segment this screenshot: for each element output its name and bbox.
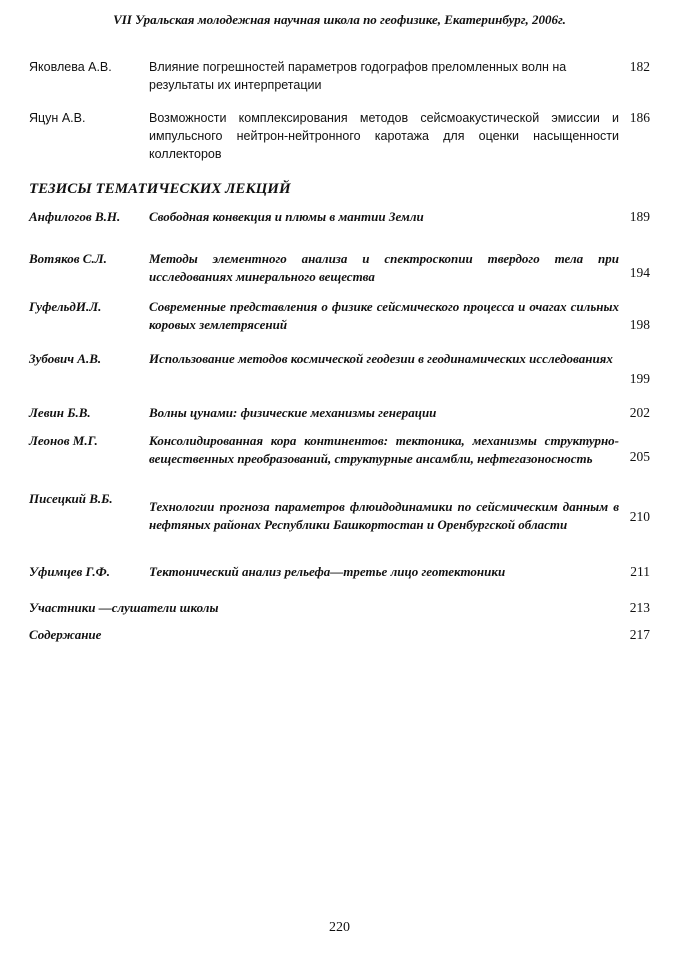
toc-author: Вотяков С.Л. [29, 251, 107, 266]
section-heading: ТЕЗИСЫ ТЕМАТИЧЕСКИХ ЛЕКЦИЙ [29, 181, 291, 197]
toc-page-number: 210 [629, 509, 650, 524]
toc-author: Левин Б.В. [29, 405, 91, 420]
toc-label: Участники —слушатели школы [29, 600, 219, 615]
toc-author: Анфилогов В.Н. [29, 209, 121, 224]
toc-author: Яцун А.В. [29, 111, 86, 125]
toc-author: Яковлева А.В. [29, 60, 112, 74]
toc-page-number: 198 [629, 317, 650, 332]
toc-title: Тектонический анализ рельефа—третье лицо геотектоники [149, 564, 506, 579]
toc-author: Леонов М.Г. [29, 433, 98, 448]
toc-title: Свободная конвекция и плюмы в мантии Земли [149, 209, 424, 224]
toc-page-number: 182 [629, 59, 650, 74]
toc-page-number: 213 [629, 600, 650, 615]
toc-title: Методы элементного анализа и спектроскопии твердого тела при исследованиях минерального вещества [149, 251, 619, 284]
toc-title: Консолидированная кора континентов: тектоника, механизмы структурно-вещественных преобразований, структурные ансамбли, нефтегазоносность [149, 433, 619, 466]
toc-author: ГуфельдИ.Л. [29, 299, 102, 314]
toc-author: Писецкий В.Б. [29, 491, 113, 506]
toc-author: Уфимцев Г.Ф. [29, 564, 110, 579]
toc-title: Использование методов космической геодезии в геодинамических исследованиях [149, 351, 613, 366]
toc-page-number: 186 [629, 110, 650, 125]
toc-page-number: 199 [629, 371, 650, 386]
toc-page-number: 205 [629, 449, 650, 464]
toc-title: Современные представления о физике сейсмического процесса и очагах сильных коровых землетрясений [149, 299, 619, 332]
toc-page-number: 189 [629, 209, 650, 224]
toc-title: Волны цунами: физические механизмы генерации [149, 405, 437, 420]
toc-title: Возможности комплексирования методов сейсмоакустической эмиссии и импульсного нейтрон-нейтронного каротажа для оценки насыщенности коллекторов [149, 111, 619, 161]
toc-page-number: 194 [629, 265, 650, 280]
toc-page-number: 211 [630, 564, 650, 579]
toc-title: Влияние погрешностей параметров годографов преломленных волн на результаты их интерпретации [149, 60, 567, 92]
toc-label: Содержание [29, 627, 102, 642]
toc-title: Технологии прогноза параметров флюидодинамики по сейсмическим данным в нефтяных районах Республики Башкортостан и Оренбургской области [149, 499, 619, 532]
running-header: VII Уральская молодежная научная школа по геофизике, Екатеринбург, 2006г. [113, 12, 566, 27]
page-number: 220 [329, 920, 350, 935]
toc-author: Зубович А.В. [29, 351, 102, 366]
toc-page-number: 217 [629, 627, 650, 642]
toc-page-number: 202 [629, 405, 650, 420]
